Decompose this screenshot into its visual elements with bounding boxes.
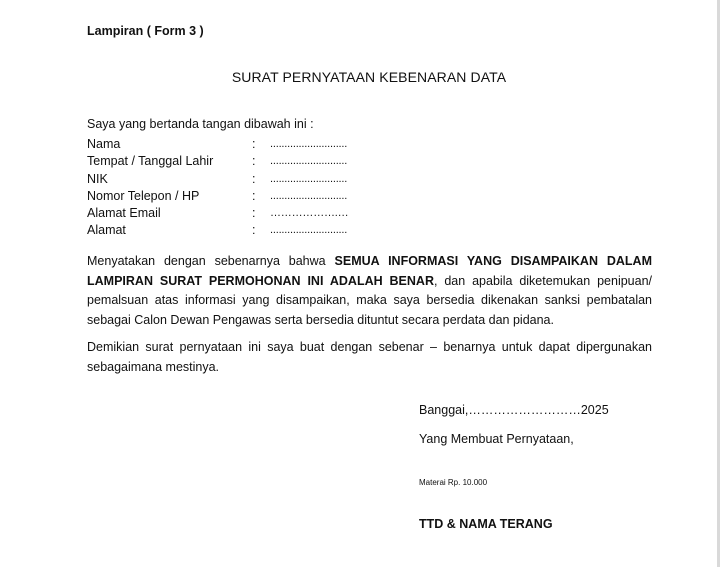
field-label: Tempat / Tanggal Lahir <box>87 154 214 169</box>
field-blank: ........................... <box>270 155 348 168</box>
materai-stamp-label: Materai Rp. 10.000 <box>419 478 488 487</box>
identity-fields <box>87 136 377 240</box>
field-row-ttl <box>87 153 377 170</box>
field-row-telepon <box>87 188 377 205</box>
field-row-nama <box>87 136 377 153</box>
form-label: Lampiran ( Form 3 ) <box>87 24 204 38</box>
signature-place-date: Banggai,………………………2025 <box>419 403 609 417</box>
statement-emphasis: LAMPIRAN SURAT PERMOHONAN INI ADALAH BENAR <box>87 273 434 288</box>
field-blank: ……………….… <box>270 207 349 220</box>
signature-maker-label: Yang Membuat Pernyataan, <box>419 432 574 446</box>
closing-line-1: Demikian surat pernyataan ini saya buat dengan sebenar – benarnya untuk dapat dipergunakan <box>87 340 652 354</box>
statement-paragraph <box>87 252 652 330</box>
field-label: Alamat Email <box>87 206 161 221</box>
field-colon: : <box>252 137 256 151</box>
field-label: Nama <box>87 137 121 151</box>
field-blank: ........................... <box>270 189 348 202</box>
field-row-email <box>87 205 377 222</box>
statement-line-1 <box>87 252 652 272</box>
field-colon: : <box>252 223 256 238</box>
closing-line-2: sebagaimana mestinya. <box>87 359 220 374</box>
statement-text: , dan apabila diketemukan penipuan/ <box>433 273 653 288</box>
field-blank: ........................... <box>270 224 348 237</box>
closing-paragraph <box>87 338 652 377</box>
field-row-nik <box>87 171 377 188</box>
field-label: Alamat <box>87 223 126 238</box>
field-label: NIK <box>87 171 108 186</box>
statement-line-2 <box>87 272 652 292</box>
field-row-alamat <box>87 222 377 239</box>
statement-line-3: pemalsuan atas informasi yang disampaikan, maka saya bersedia dikenakan sanksi pembatalan <box>87 293 652 308</box>
field-label: Nomor Telepon / HP <box>87 188 200 203</box>
intro-text: Saya yang bertanda tangan dibawah ini : <box>87 117 314 131</box>
field-blank: ........................... <box>270 138 348 150</box>
field-colon: : <box>252 206 256 221</box>
statement-line-4: sebagai Calon Dewan Pengawas serta bersedia dituntut secara perdata dan pidana. <box>87 312 554 327</box>
signature-name-label: TTD & NAMA TERANG <box>419 517 553 531</box>
field-colon: : <box>252 188 256 203</box>
document-title: SURAT PERNYATAAN KEBENARAN DATA <box>231 69 507 85</box>
field-colon: : <box>252 171 256 186</box>
field-colon: : <box>252 154 256 169</box>
statement-emphasis: SEMUA INFORMASI YANG DISAMPAIKAN DALAM <box>334 254 652 268</box>
field-blank: ........................... <box>270 172 348 185</box>
statement-text: Menyatakan dengan sebenarnya bahwa <box>87 254 335 268</box>
